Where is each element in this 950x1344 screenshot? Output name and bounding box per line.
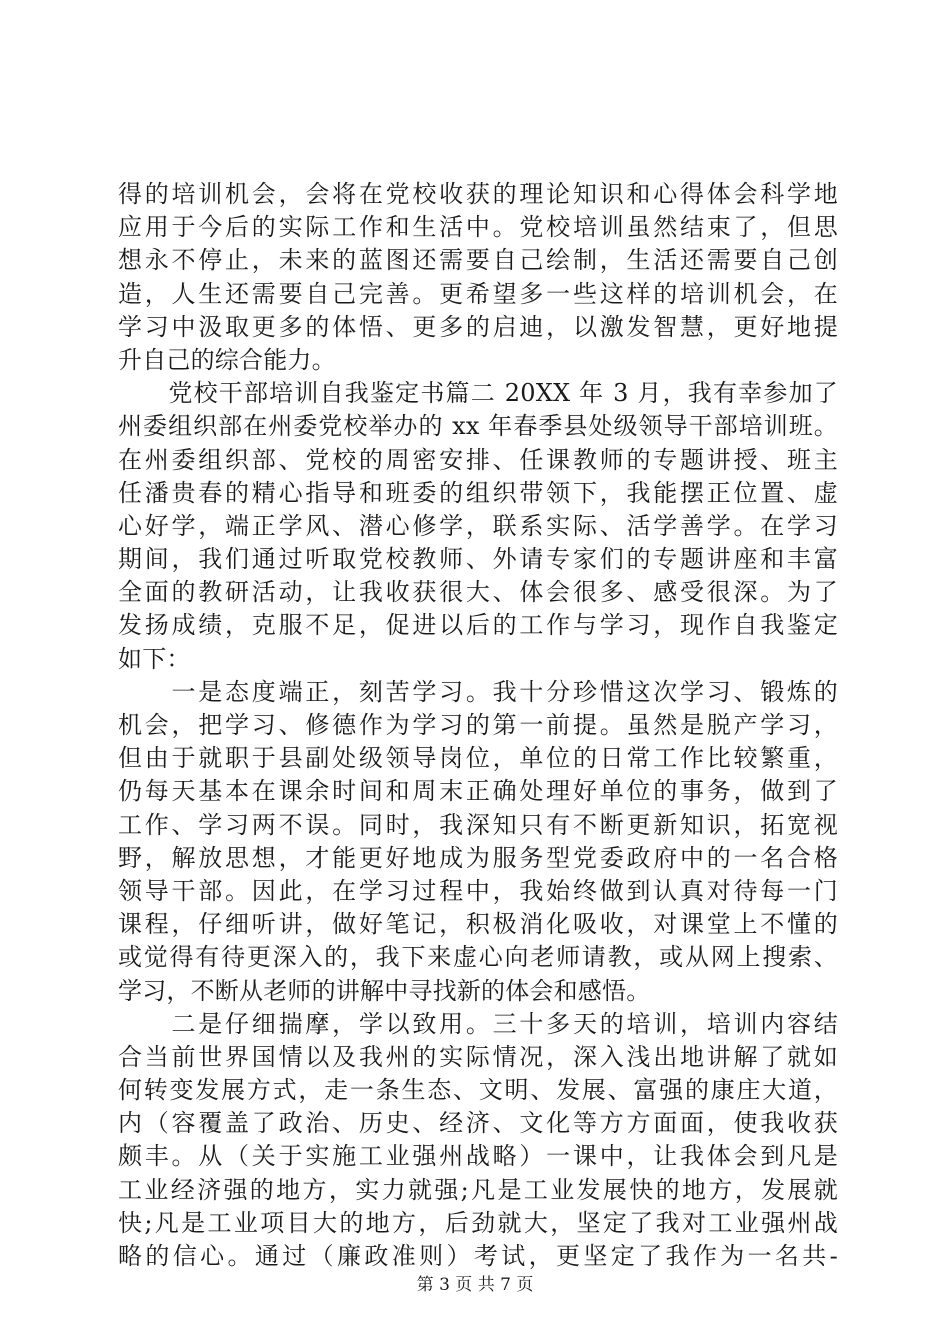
- text-line: 一是态度端正，刻苦学习。我十分珍惜这次学习、锻炼的: [118, 677, 838, 706]
- text-line: 内（容覆盖了政治、历史、经济、文化等方方面面，使我收获: [118, 1109, 838, 1138]
- text-line: 任潘贵春的精心指导和班委的组织带领下，我能摆正位置、虚: [118, 478, 838, 507]
- text-line: 何转变发展方式，走一条生态、文明、发展、富强的康庄大道，: [118, 1076, 838, 1105]
- text-line: 但由于就职于县副处级领导岗位，单位的日常工作比较繁重，: [118, 744, 838, 773]
- text-line: 课程，仔细听讲，做好笔记，积极消化吸收，对课堂上不懂的: [118, 910, 838, 939]
- text-line: 想永不停止，未来的蓝图还需要自己绘制，生活还需要自己创: [118, 246, 838, 275]
- text-line: 野，解放思想，才能更好地成为服务型党委政府中的一名合格: [118, 843, 838, 872]
- text-line: 党校干部培训自我鉴定书篇二 20XX 年 3 月，我有幸参加了: [118, 379, 838, 408]
- text-line: 应用于今后的实际工作和生活中。党校培训虽然结束了，但思: [118, 213, 838, 242]
- text-line: 学习，不断从老师的讲解中寻找新的体会和感悟。: [118, 976, 651, 1005]
- text-line: 颇丰。从（关于实施工业强州战略）一课中，让我体会到凡是: [118, 1142, 838, 1171]
- text-line: 发扬成绩，克服不足，促进以后的工作与学习，现作自我鉴定: [118, 611, 838, 640]
- page-footer: 第 3 页 共 7 页: [416, 1275, 534, 1295]
- text-line: 工业经济强的地方，实力就强;凡是工业发展快的地方，发展就: [118, 1175, 838, 1204]
- text-line: 心好学，端正学风、潜心修学，联系实际、活学善学。在学习: [118, 511, 838, 540]
- text-line: 合当前世界国情以及我州的实际情况，深入浅出地讲解了就如: [118, 1042, 838, 1071]
- text-line: 州委组织部在州委党校举办的 xx 年春季县处级领导干部培训班。: [118, 412, 838, 441]
- text-line: 全面的教研活动，让我收获很大、体会很多、感受很深。为了: [118, 578, 838, 607]
- text-line: 仍每天基本在课余时间和周末正确处理好单位的事务，做到了: [118, 777, 838, 806]
- text-line: 升自己的综合能力。: [118, 345, 336, 374]
- text-line: 期间，我们通过听取党校教师、外请专家们的专题讲座和丰富: [118, 545, 838, 574]
- text-line: 如下：: [118, 644, 191, 673]
- text-line: 略的信心。通过（廉政准则）考试，更坚定了我作为一名共-: [118, 1242, 838, 1270]
- text-line: 造，人生还需要自己完善。更希望多一些这样的培训机会，在: [118, 279, 838, 308]
- text-line: 在州委组织部、党校的周密安排、任课教师的专题讲授、班主: [118, 445, 838, 474]
- text-line: 快;凡是工业项目大的地方，后劲就大，坚定了我对工业强州战: [118, 1208, 838, 1237]
- text-line: 领导干部。因此，在学习过程中，我始终做到认真对待每一门: [118, 876, 838, 905]
- body-text: [118, 178, 838, 1273]
- text-line: 二是仔细揣摩，学以致用。三十多天的培训，培训内容结: [118, 1009, 838, 1038]
- text-line: 学习中汲取更多的体悟、更多的启迪，以激发智慧，更好地提: [118, 312, 838, 341]
- text-line: 或觉得有待更深入的，我下来虚心向老师请教，或从网上搜索、: [118, 943, 838, 972]
- text-line: 工作、学习两不误。同时，我深知只有不断更新知识，拓宽视: [118, 810, 838, 839]
- text-line: 机会，把学习、修德作为学习的第一前提。虽然是脱产学习，: [118, 711, 838, 739]
- text-line: 得的培训机会，会将在党校收获的理论知识和心得体会科学地: [118, 180, 838, 208]
